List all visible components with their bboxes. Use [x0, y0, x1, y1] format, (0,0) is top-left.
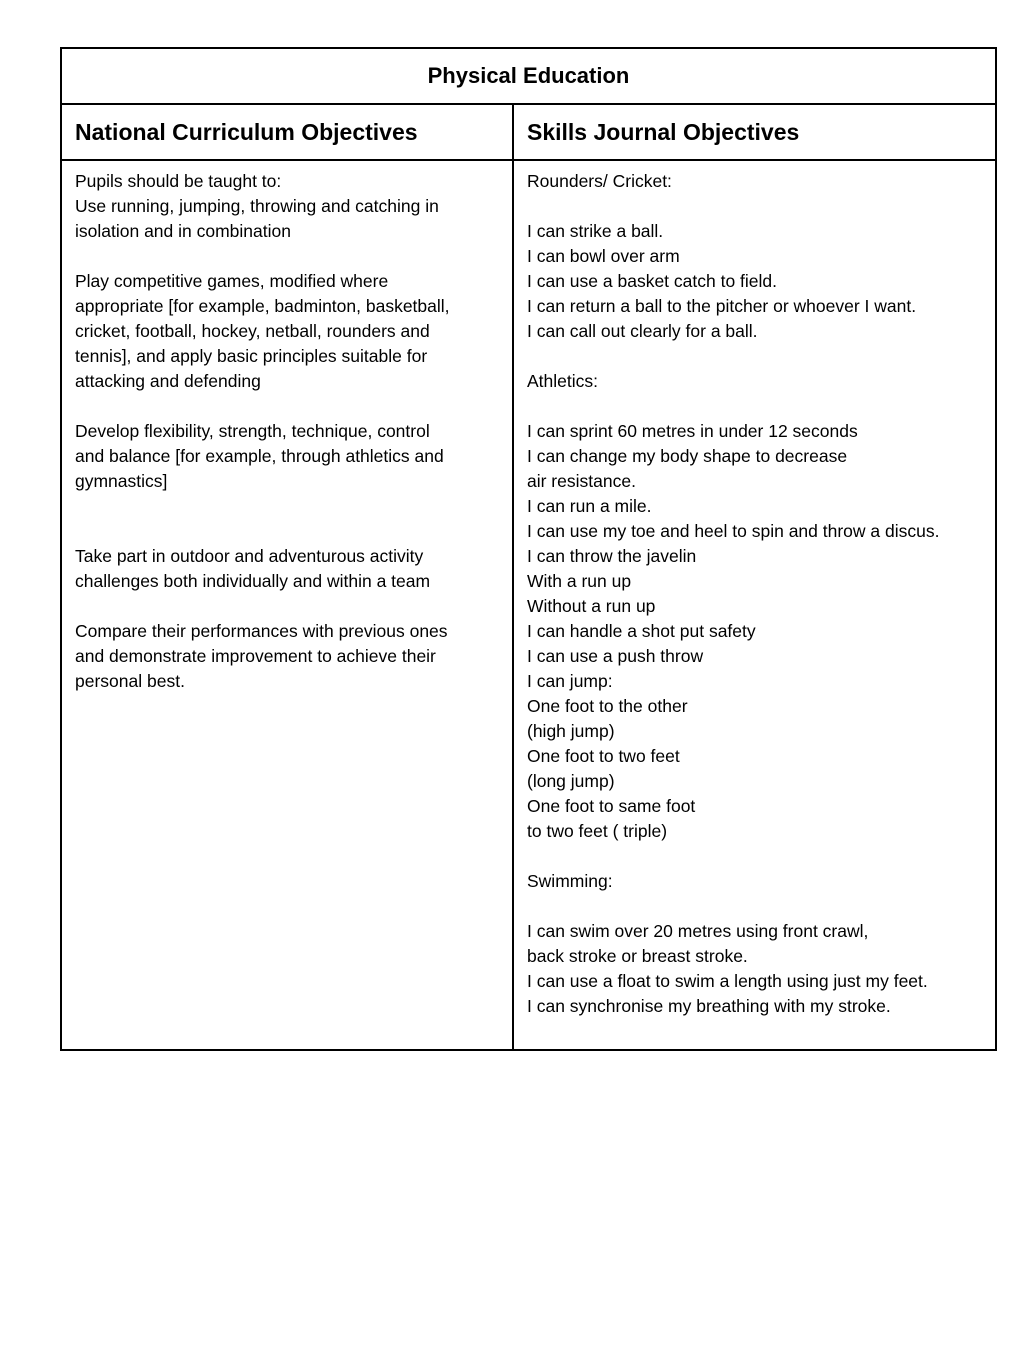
curriculum-line: appropriate [for example, badminton, basketball,: [75, 296, 450, 316]
skill-item: I can handle a shot put safety: [527, 621, 756, 641]
skill-item: I can use a float to swim a length using just my feet.: [527, 971, 928, 991]
skill-item: I can swim over 20 metres using front crawl,: [527, 921, 869, 941]
header-row: [62, 105, 995, 161]
skill-item: I can synchronise my breathing with my stroke.: [527, 996, 891, 1016]
curriculum-line: Play competitive games, modified where: [75, 271, 389, 291]
skill-item: I can use a basket catch to field.: [527, 271, 778, 291]
swimming-heading: Swimming:: [527, 871, 613, 891]
skill-item: One foot to same foot: [527, 796, 696, 816]
curriculum-line: Use running, jumping, throwing and catching in: [75, 196, 439, 216]
skill-item: air resistance.: [527, 471, 636, 491]
rounders-heading: Rounders/ Cricket:: [527, 171, 672, 191]
curriculum-paragraph: [75, 269, 499, 394]
curriculum-paragraph: [75, 194, 499, 244]
skill-item: I can change my body shape to decrease: [527, 446, 848, 466]
skill-item: to two feet ( triple): [527, 821, 668, 841]
skill-item: With a run up: [527, 571, 632, 591]
curriculum-paragraph: [75, 544, 499, 594]
objectives-table: [60, 47, 997, 1051]
skill-item: I can use a push throw: [527, 646, 704, 666]
curriculum-line: attacking and defending: [75, 371, 261, 391]
curriculum-line: personal best.: [75, 671, 185, 691]
athletics-heading: Athletics:: [527, 371, 598, 391]
curriculum-line: Compare their performances with previous ones: [75, 621, 448, 641]
skill-item: One foot to the other: [527, 696, 688, 716]
curriculum-line: tennis], and apply basic principles suitable for: [75, 346, 428, 366]
skill-item: I can return a ball to the pitcher or whoever I want.: [527, 296, 917, 316]
national-curriculum-cell: [62, 161, 514, 1049]
skill-item: (long jump): [527, 771, 615, 791]
body-row: [62, 161, 995, 1049]
curriculum-line: isolation and in combination: [75, 221, 291, 241]
skill-item: I can sprint 60 metres in under 12 seconds: [527, 421, 858, 441]
national-curriculum-header: National Curriculum Objectives: [62, 105, 514, 159]
skill-item: I can throw the javelin: [527, 546, 697, 566]
skill-item: I can bowl over arm: [527, 246, 680, 266]
skill-item: I can strike a ball.: [527, 221, 664, 241]
skill-item: I can run a mile.: [527, 496, 652, 516]
curriculum-line: gymnastics]: [75, 471, 168, 491]
curriculum-line: Take part in outdoor and adventurous activity: [75, 546, 424, 566]
curriculum-paragraph: [75, 619, 499, 694]
skill-item: One foot to two feet: [527, 746, 680, 766]
skills-journal-cell: [514, 161, 995, 1049]
skills-journal-header: Skills Journal Objectives: [527, 118, 800, 145]
curriculum-line: cricket, football, hockey, netball, rounders and: [75, 321, 430, 341]
curriculum-line: challenges both individually and within a team: [75, 571, 431, 591]
skill-item: I can use my toe and heel to spin and throw a discus.: [527, 521, 940, 541]
skill-item: (high jump): [527, 721, 615, 741]
curriculum-line: and demonstrate improvement to achieve their: [75, 646, 436, 666]
skill-item: I can call out clearly for a ball.: [527, 321, 758, 341]
curriculum-intro: Pupils should be taught to:: [75, 171, 282, 191]
curriculum-line: Develop flexibility, strength, technique, control: [75, 421, 430, 441]
curriculum-line: and balance [for example, through athletics and: [75, 446, 444, 466]
skill-item: I can jump:: [527, 671, 613, 691]
skill-item: back stroke or breast stroke.: [527, 946, 748, 966]
table-title: Physical Education: [62, 49, 995, 105]
skill-item: Without a run up: [527, 596, 656, 616]
curriculum-paragraph: [75, 419, 499, 494]
